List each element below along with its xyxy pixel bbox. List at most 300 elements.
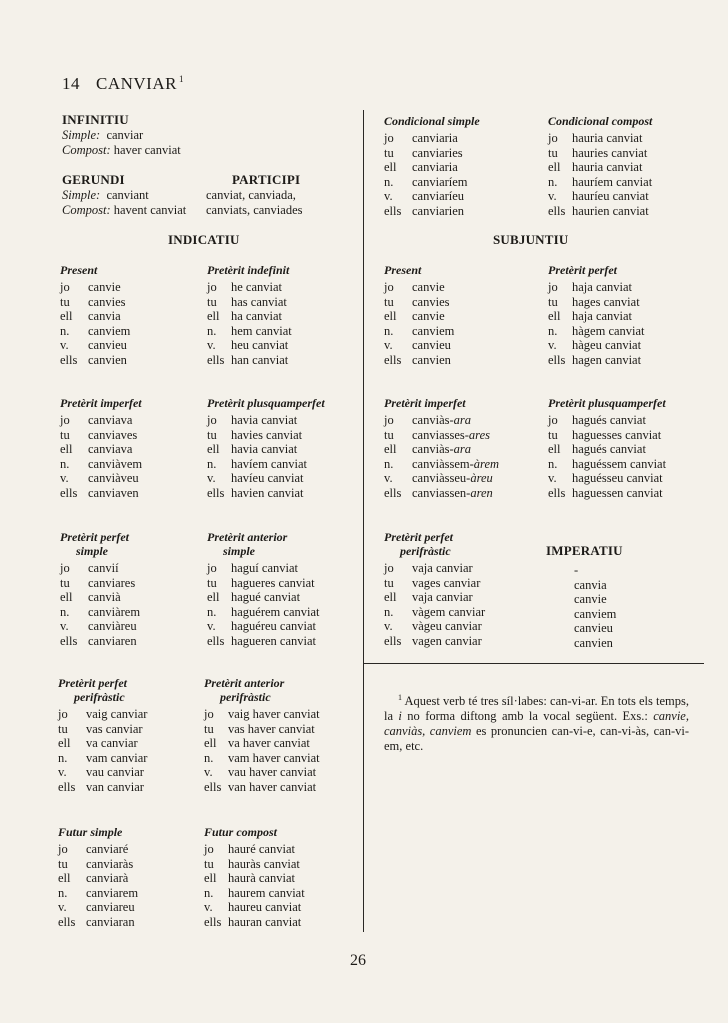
conjugation-row	[384, 324, 454, 339]
conjugation-row	[384, 413, 499, 428]
footnote-mark: 1	[178, 74, 184, 85]
pronoun: ell	[60, 442, 73, 456]
pronoun: ell	[58, 871, 71, 885]
pronoun: ell	[384, 309, 397, 323]
imperatiu-item: canviem	[574, 606, 617, 621]
verb-form: canviaria	[412, 160, 458, 174]
pronoun: jo	[207, 413, 217, 427]
pronoun: ells	[384, 633, 402, 648]
pronoun: tu	[58, 721, 68, 736]
verb-form: haguérem canviat	[231, 604, 320, 619]
pronoun: n.	[207, 456, 217, 471]
verb-form: canvies	[88, 294, 126, 309]
infinitiu-compost: Compost: haver canviat	[62, 143, 181, 157]
conjugation-row	[58, 751, 147, 766]
verb-form: canviàssem-àrem	[412, 456, 500, 471]
pronoun: v.	[207, 338, 216, 352]
sub-present	[384, 263, 454, 367]
verb-form: has canviat	[231, 294, 287, 309]
conjugation-list	[60, 561, 140, 648]
conjugation-row	[384, 428, 499, 443]
infinitiu-heading: INFINITIU	[62, 112, 129, 127]
verb-form: hàgeu canviat	[572, 338, 642, 352]
infinitiu-simple: Simple: canviar	[62, 128, 144, 142]
conjugation-row	[207, 561, 320, 576]
pronoun: tu	[548, 294, 558, 309]
conjugation-row	[384, 576, 485, 591]
conjugation-row	[207, 428, 325, 443]
conjugation-row	[384, 204, 480, 219]
verb-form: canvieu	[412, 338, 451, 352]
pronoun: v.	[60, 338, 69, 352]
verb-form: he canviat	[231, 280, 283, 294]
conjugation-row	[58, 707, 147, 722]
verb-form: haurà canviat	[228, 871, 295, 885]
verb-form: canviaria	[412, 131, 458, 145]
pronoun: ells	[384, 485, 402, 500]
conjugation-row	[58, 765, 147, 780]
pronoun: v.	[548, 471, 557, 485]
conjugation-row	[207, 280, 292, 295]
ind-preterit-perfet-simple	[60, 530, 140, 648]
pronoun: ell	[548, 309, 561, 323]
verb-form: haguí canviat	[231, 561, 298, 575]
conjugation-row	[207, 295, 292, 310]
verb-form: hagués canviat	[572, 442, 646, 456]
pronoun: tu	[207, 427, 217, 442]
conjugation-list	[384, 413, 499, 500]
verb-form: canviem	[412, 323, 455, 338]
verb-form: va canviar	[86, 736, 138, 750]
conjugation-row	[548, 309, 645, 324]
conjugation-row	[548, 204, 652, 219]
pronoun: tu	[384, 294, 394, 309]
verb-form: hauríem canviat	[572, 174, 653, 189]
conjugation-row	[384, 189, 480, 204]
pronoun: jo	[58, 842, 68, 856]
verb-form: vaig canviar	[86, 707, 148, 721]
conjugation-row	[204, 780, 320, 795]
verb-form: canviarem	[86, 885, 139, 900]
conjugation-row	[207, 471, 325, 486]
conjugation-row	[548, 324, 645, 339]
conjugation-row	[60, 471, 142, 486]
ind-preterit-perfet-perifrastic	[58, 676, 147, 794]
ind-preterit-imperfet	[60, 396, 142, 500]
pronoun: v.	[384, 471, 393, 485]
verb-form: vaig haver canviat	[228, 707, 320, 721]
verb-form: vaja canviar	[412, 561, 473, 575]
pronoun: ells	[384, 352, 402, 367]
conjugation-list	[384, 280, 454, 367]
conjugation-row	[204, 886, 305, 901]
conjugation-row	[548, 428, 666, 443]
pronoun: ell	[204, 736, 217, 750]
conjugation-list	[58, 842, 138, 929]
verb-form: canviàs-ara	[412, 413, 472, 427]
ind-futur-compost	[204, 825, 305, 929]
verb-form: vàgem canviar	[412, 604, 486, 619]
verb-form: canviaren	[88, 633, 137, 648]
pronoun: tu	[60, 294, 70, 309]
verb-form: haguessen canviat	[572, 485, 663, 500]
subjuntiu-heading: SUBJUNTIU	[493, 232, 569, 247]
conjugation-row	[58, 842, 138, 857]
conjugation-row	[58, 915, 138, 930]
conjugation-row	[204, 736, 320, 751]
verb-form: vages canviar	[412, 575, 481, 590]
verb-form: haja canviat	[572, 280, 633, 294]
pronoun: jo	[58, 707, 68, 721]
conjugation-row	[548, 146, 652, 161]
conjugation-list	[384, 561, 485, 648]
pronoun: ells	[548, 485, 566, 500]
ind-preterit-indefinit	[207, 263, 292, 367]
verb-form: haguesses canviat	[572, 427, 662, 442]
conjugation-row	[207, 442, 325, 457]
conjugation-list	[548, 413, 666, 500]
conjugation-row	[207, 634, 320, 649]
conjugation-row	[60, 605, 140, 620]
pronoun: ell	[384, 160, 397, 174]
pronoun: jo	[384, 131, 394, 145]
conjugation-row	[384, 457, 499, 472]
conjugation-row	[548, 471, 666, 486]
pronoun: n.	[548, 323, 558, 338]
verb-form: canviassen-aren	[412, 485, 493, 500]
conjugation-row	[384, 146, 480, 161]
pronoun: ell	[58, 736, 71, 750]
pronoun: n.	[384, 604, 394, 619]
imperatiu-item: -	[574, 563, 579, 577]
page-number: 26	[350, 952, 366, 969]
pronoun: jo	[204, 707, 214, 721]
verb-form: canviaríeu	[412, 189, 465, 203]
conjugation-row	[207, 324, 292, 339]
footnote: $^1$ Aquest verb té tres síl·labes: can-vi-ar. En tots els temps, la i no forma diftong amb la vocal següent. Exs.: canvie, canviàs, canviem es pronuncien can-vi-e, can-vi-às, can-vi-em, etc.	[384, 693, 689, 754]
pronoun: v.	[60, 471, 69, 485]
tense-title: Present	[60, 263, 98, 277]
conjugation-row	[548, 160, 652, 175]
pronoun: ell	[207, 442, 220, 456]
verb-form: hauré canviat	[228, 842, 295, 856]
pronoun: ells	[60, 352, 78, 367]
verb-form: canviava	[88, 413, 133, 427]
verb-form: havies canviat	[231, 427, 303, 442]
pronoun: ells	[58, 914, 76, 929]
ind-futur-simple	[58, 825, 138, 929]
verb-form: canvia	[88, 309, 121, 323]
conjugation-row	[204, 871, 305, 886]
conjugation-row	[207, 486, 325, 501]
verb-form: canvie	[412, 280, 445, 294]
verb-form: haguésseu canviat	[572, 471, 663, 485]
pronoun: v.	[207, 471, 216, 485]
conjugation-row	[60, 428, 142, 443]
pronoun: tu	[384, 575, 394, 590]
imperatiu-item: canvia	[574, 577, 607, 592]
pronoun: n.	[548, 174, 558, 189]
conjugation-row	[384, 309, 454, 324]
conjugation-row	[207, 457, 325, 472]
pronoun: n.	[384, 456, 394, 471]
verb-form: haguéssem canviat	[572, 456, 667, 471]
verb-form: canviàsseu-àreu	[412, 471, 493, 485]
verb-form: canviava	[88, 442, 133, 456]
entry-number: 14	[62, 74, 80, 93]
footnote-examples: canvie, canviàs, canviem	[384, 709, 689, 739]
conjugation-row	[204, 765, 320, 780]
conjugation-row	[60, 413, 142, 428]
conjugation-row	[60, 280, 130, 295]
pronoun: ell	[384, 442, 397, 456]
pronoun: jo	[60, 561, 70, 575]
tense-title: Pretèrit anterior perifràstic	[204, 676, 285, 704]
sub-preterit-imperfet	[384, 396, 499, 500]
conjugation-row	[548, 338, 645, 353]
conjugation-row	[548, 442, 666, 457]
indicatiu-heading: INDICATIU	[168, 232, 240, 247]
pronoun: ells	[207, 633, 225, 648]
pronoun: jo	[207, 280, 217, 294]
pronoun: ells	[60, 485, 78, 500]
conjugation-row	[207, 576, 320, 591]
imperatiu-item: canvie	[574, 592, 607, 606]
verb-form: vàgeu canviar	[412, 619, 482, 633]
conjugation-row	[548, 295, 645, 310]
verb-form: canviàvem	[88, 456, 143, 471]
pronoun: jo	[60, 413, 70, 427]
verb-form: haurem canviat	[228, 885, 305, 900]
conjugation-row	[60, 619, 140, 634]
pronoun: v.	[204, 765, 213, 779]
pronoun: jo	[204, 842, 214, 856]
pronoun: v.	[384, 189, 393, 203]
conjugation-row	[60, 561, 140, 576]
verb-form: vas haver canviat	[228, 721, 315, 736]
participi-line2: canviats, canviades	[206, 203, 303, 217]
conjugation-list	[207, 280, 292, 367]
pronoun: tu	[207, 575, 217, 590]
pronoun: ell	[60, 590, 73, 604]
participi-line1: canviat, canviada,	[206, 188, 296, 202]
verb-form: hagueres canviat	[231, 575, 315, 590]
conjugation-row	[204, 722, 320, 737]
verb-form: ha canviat	[231, 309, 283, 323]
pronoun: ell	[548, 160, 561, 174]
pronoun: v.	[58, 765, 67, 779]
verb-form: vam canviar	[86, 750, 148, 765]
verb-form: canviares	[88, 575, 136, 590]
pronoun: n.	[207, 604, 217, 619]
conjugation-row	[207, 338, 292, 353]
ind-preterit-plusquamperfet	[207, 396, 325, 500]
ind-preterit-anterior-perifrastic	[204, 676, 320, 794]
pronoun: ells	[204, 914, 222, 929]
verb-form: canvies	[412, 294, 450, 309]
tense-title: Pretèrit perfet perifràstic	[58, 676, 127, 704]
verb-form: hauria canviat	[572, 160, 643, 174]
pronoun: ell	[548, 442, 561, 456]
conjugation-row	[207, 413, 325, 428]
verb-form: canviaràs	[86, 856, 134, 871]
conjugation-list	[548, 131, 652, 218]
conjugation-list	[548, 280, 645, 367]
pronoun: n.	[204, 885, 214, 900]
conjugation-list	[60, 413, 142, 500]
verb-form: canviarien	[412, 203, 465, 218]
conjugation-row	[384, 442, 499, 457]
pronoun: n.	[384, 174, 394, 189]
verb-form: havia canviat	[231, 442, 298, 456]
participi-heading: PARTICIPI	[232, 172, 301, 187]
verb-form: van haver canviat	[228, 779, 317, 794]
verb-form: canviasses-ares	[412, 427, 490, 442]
verb-form: canvie	[88, 280, 121, 294]
conjugation-row	[548, 457, 666, 472]
conjugation-row	[60, 442, 142, 457]
conjugation-row	[548, 189, 652, 204]
conjugation-row	[58, 886, 138, 901]
conjugation-row	[548, 280, 645, 295]
conjugation-row	[384, 353, 454, 368]
verb-form: heu canviat	[231, 338, 289, 352]
verb-form: canvií	[88, 561, 119, 575]
sub-preterit-plusquamperfet	[548, 396, 666, 500]
pronoun: v.	[548, 338, 557, 352]
gerundi-simple: Simple: canviant	[62, 188, 149, 202]
conjugation-row	[60, 634, 140, 649]
verb-form: vagen canviar	[412, 633, 482, 648]
pronoun: n.	[384, 323, 394, 338]
conjugation-row	[204, 751, 320, 766]
gerundi-block	[62, 172, 186, 218]
conjugation-row	[384, 280, 454, 295]
verb-form: hauries canviat	[572, 145, 648, 160]
conjugation-row	[384, 295, 454, 310]
verb-form: canviàrem	[88, 604, 141, 619]
pronoun: v.	[384, 338, 393, 352]
pronoun: ells	[60, 633, 78, 648]
pronoun: ells	[207, 485, 225, 500]
verb-form: canvien	[412, 352, 451, 367]
conjugation-row	[60, 576, 140, 591]
pronoun: ells	[204, 779, 222, 794]
verb-form: vau haver canviat	[228, 765, 317, 779]
pronoun: v.	[548, 189, 557, 203]
pronoun: v.	[58, 900, 67, 914]
pronoun: n.	[548, 456, 558, 471]
verb-form: hauran canviat	[228, 914, 302, 929]
conjugation-row	[58, 900, 138, 915]
conjugation-row	[384, 338, 454, 353]
verb-form: canviem	[88, 323, 131, 338]
verb-form: havia canviat	[231, 413, 298, 427]
condicional-compost	[548, 114, 652, 218]
conjugation-row	[58, 736, 147, 751]
pronoun: v.	[60, 619, 69, 633]
tense-title: Futur simple	[58, 825, 123, 839]
pronoun: jo	[548, 131, 558, 145]
verb-form: hauria canviat	[572, 131, 643, 145]
verb-form: han canviat	[231, 352, 289, 367]
pronoun: ells	[384, 203, 402, 218]
conjugation-row	[548, 486, 666, 501]
tense-title: Pretèrit imperfet	[384, 396, 466, 410]
conjugation-list	[58, 707, 147, 794]
conjugation-list	[384, 131, 480, 218]
ind-present	[60, 263, 130, 367]
pronoun: jo	[207, 561, 217, 575]
tense-title: Condicional compost	[548, 114, 653, 128]
tense-title: Futur compost	[204, 825, 278, 839]
verb-form: canviaran	[86, 914, 135, 929]
imperatiu-item: canvien	[574, 635, 613, 650]
verb-form: haurien canviat	[572, 203, 649, 218]
verb-form: haja canviat	[572, 309, 633, 323]
imperatiu-block	[546, 543, 623, 650]
verb-form: canviaríem	[412, 174, 468, 189]
conjugation-row	[207, 590, 320, 605]
participi-block	[206, 172, 303, 218]
conjugation-row	[548, 353, 645, 368]
conjugation-row	[384, 634, 485, 649]
tense-title: Pretèrit plusquamperfet	[548, 396, 666, 410]
pronoun: tu	[60, 427, 70, 442]
verb-form: haguéreu canviat	[231, 619, 317, 633]
pronoun: v.	[207, 619, 216, 633]
tense-title: Pretèrit perfet simple	[60, 530, 129, 558]
pronoun: v.	[204, 900, 213, 914]
conjugation-row	[58, 780, 147, 795]
column-divider	[363, 110, 364, 932]
verb-form: havien canviat	[231, 485, 304, 500]
verb-form: canviarà	[86, 871, 129, 885]
verb-form: hem canviat	[231, 323, 292, 338]
tense-title: Pretèrit imperfet	[60, 396, 142, 410]
pronoun: ell	[60, 309, 73, 323]
imperatiu-heading: IMPERATIU	[546, 543, 623, 558]
conjugation-row	[60, 295, 130, 310]
verb-form: canviàs-ara	[412, 442, 472, 456]
pronoun: ells	[548, 203, 566, 218]
pronoun: jo	[384, 561, 394, 575]
pronoun: ell	[204, 871, 217, 885]
verb-form: canviàveu	[88, 471, 139, 485]
verb-form: van canviar	[86, 779, 144, 794]
tense-title: Present	[384, 263, 422, 277]
pronoun: ells	[58, 779, 76, 794]
pronoun: tu	[384, 145, 394, 160]
pronoun: n.	[60, 323, 70, 338]
pronoun: tu	[548, 145, 558, 160]
infinitiu-block	[62, 112, 181, 158]
verb-form: haureu canviat	[228, 900, 302, 914]
conjugation-row	[204, 915, 305, 930]
verb-form: havíeu canviat	[231, 471, 304, 485]
footnote-divider	[364, 663, 704, 664]
conjugation-row	[207, 353, 292, 368]
verb-form: canviareu	[86, 900, 135, 914]
verb-form: canvieu	[88, 338, 127, 352]
verb-form: hagués canviat	[572, 413, 646, 427]
conjugation-row	[60, 309, 130, 324]
tense-title: Pretèrit perfet perifràstic	[384, 530, 453, 558]
conjugation-row	[384, 131, 480, 146]
conjugation-row	[60, 486, 142, 501]
page-title	[62, 74, 184, 94]
pronoun: tu	[384, 427, 394, 442]
